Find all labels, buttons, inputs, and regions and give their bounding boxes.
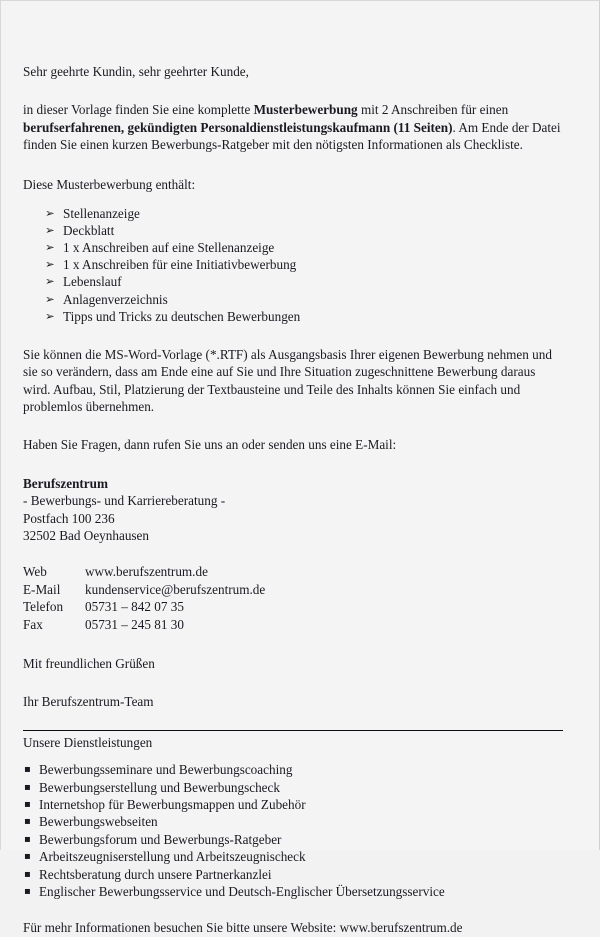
arrow-bullet-icon: ➢ — [45, 240, 55, 255]
arrow-bullet-icon: ➢ — [45, 257, 55, 272]
list-item — [23, 256, 563, 273]
footer-website-note: Für mehr Informationen besuchen Sie bitte unsere Website: www.berufszentrum.de — [23, 920, 463, 936]
list-item-label: Bewerbungserstellung und Bewerbungscheck — [39, 779, 280, 795]
closing-line: Mit freundlichen Grüßen — [23, 655, 155, 671]
arrow-bullet-icon: ➢ — [45, 223, 55, 238]
arrow-bullet-icon: ➢ — [45, 308, 55, 323]
contact-label: Telefon — [23, 599, 64, 615]
list-item — [23, 796, 563, 813]
table-row — [23, 616, 265, 633]
services-list — [23, 751, 563, 900]
list-item — [23, 883, 563, 900]
intro-paragraph — [23, 80, 563, 153]
intro-bold-musterbewerbung: Musterbewerbung — [253, 102, 358, 118]
list-item-label: Rechtsberatung durch unsere Partnerkanzlei — [39, 866, 272, 882]
list-item-label: Internetshop für Bewerbungsmappen und Zubehör — [39, 797, 306, 812]
contents-list — [23, 193, 563, 325]
contact-value-email[interactable]: kundenservice@berufszentrum.de — [85, 581, 266, 597]
table-row — [23, 581, 265, 598]
list-item-label: Tipps und Tricks zu deutschen Bewerbungen — [63, 308, 301, 324]
questions-paragraph: Haben Sie Fragen, dann rufen Sie uns an oder senden uns eine E-Mail: — [23, 437, 397, 453]
table-row — [23, 598, 265, 615]
square-bullet-icon: ▪ — [24, 816, 31, 828]
table-row — [23, 563, 265, 580]
address-block — [23, 454, 563, 545]
list-item-label: Bewerbungswebseiten — [39, 814, 158, 830]
usage-paragraph: Sie können die MS-Word-Vorlage (*.RTF) als Ausgangsbasis Ihrer eigenen Bewerbung nehmen und sie so verändern, dass am Ende eine auf Sie und Ihre Situation zugeschnittene Bewerbung daraus wird. Aufbau, Stil, Platzierung der Textbausteine und Teile des Inhalts können Sie einfach und problemlos übernehmen. — [23, 346, 552, 414]
salutation-line: Sehr geehrte Kundin, sehr geehrter Kunde, — [23, 64, 249, 79]
square-bullet-icon: ▪ — [24, 868, 31, 880]
list-item — [23, 308, 563, 325]
organisation-subtitle: - Bewerbungs- und Karriereberatung - — [23, 493, 226, 509]
contact-value-web[interactable]: www.berufszentrum.de — [85, 564, 208, 580]
arrow-bullet-icon: ➢ — [45, 291, 55, 306]
list-item — [23, 866, 563, 883]
list-item — [23, 239, 563, 256]
list-item-label: 1 x Anschreiben für eine Initiativbewerbung — [63, 257, 297, 273]
contact-label: Web — [23, 564, 47, 580]
po-box-line: Postfach 100 236 — [23, 510, 115, 526]
intro-text-part3: . Am Ende der Datei finden Sie einen kurzen Bewerbungs-Ratgeber mit den nötigsten Informationen als Checkliste. — [23, 119, 561, 153]
services-heading: Unsere Dienstleistungen — [23, 734, 153, 750]
list-item-label: Lebenslauf — [63, 274, 122, 290]
contents-heading: Diese Musterbewerbung enthält: — [23, 176, 196, 192]
document-body — [23, 1, 563, 937]
list-item — [23, 848, 563, 865]
list-item-label: Englischer Bewerbungsservice und Deutsch-Englischer Übersetzungsservice — [39, 884, 445, 900]
arrow-bullet-icon: ➢ — [45, 206, 55, 221]
list-item — [23, 205, 563, 222]
list-item-label: Deckblatt — [63, 223, 115, 239]
list-item-label: Stellenanzeige — [63, 206, 140, 222]
city-line: 32502 Bad Oeynhausen — [23, 527, 149, 543]
square-bullet-icon: ▪ — [24, 851, 31, 863]
contact-label: Fax — [23, 616, 43, 632]
list-item — [23, 273, 563, 290]
list-item — [23, 291, 563, 308]
list-item-label: 1 x Anschreiben auf eine Stellenanzeige — [63, 240, 275, 256]
list-item — [23, 761, 563, 778]
list-item-label: Bewerbungsforum und Bewerbungs-Ratgeber — [39, 831, 282, 847]
contact-label: E-Mail — [23, 581, 61, 597]
arrow-bullet-icon: ➢ — [45, 274, 55, 289]
list-item-label: Arbeitszeugniserstellung und Arbeitszeugnischeck — [39, 849, 306, 865]
contact-value-fax: 05731 – 245 81 30 — [85, 616, 184, 632]
intro-text-part1: in dieser Vorlage finden Sie eine komplette — [23, 102, 254, 118]
list-item — [23, 222, 563, 239]
square-bullet-icon: ▪ — [24, 799, 31, 810]
list-item — [23, 831, 563, 848]
square-bullet-icon: ▪ — [24, 833, 31, 845]
list-item — [23, 813, 563, 830]
list-item-label: Bewerbungsseminare und Bewerbungscoaching — [39, 762, 293, 778]
square-bullet-icon: ▪ — [24, 781, 31, 793]
organisation-name: Berufszentrum — [23, 475, 108, 491]
list-item-label: Anlagenverzeichnis — [63, 291, 168, 307]
list-item — [23, 779, 563, 796]
square-bullet-icon: ▪ — [24, 886, 31, 898]
contact-table — [23, 563, 265, 633]
intro-bold-job-title: berufserfahrenen, gekündigten Personaldienstleistungskaufmann (11 Seiten) — [23, 119, 453, 135]
signature-line: Ihr Berufszentrum-Team — [23, 694, 154, 710]
contact-value-phone: 05731 – 842 07 35 — [85, 599, 184, 615]
square-bullet-icon: ▪ — [24, 764, 31, 776]
intro-text-part2: mit 2 Anschreiben für einen — [357, 102, 509, 118]
